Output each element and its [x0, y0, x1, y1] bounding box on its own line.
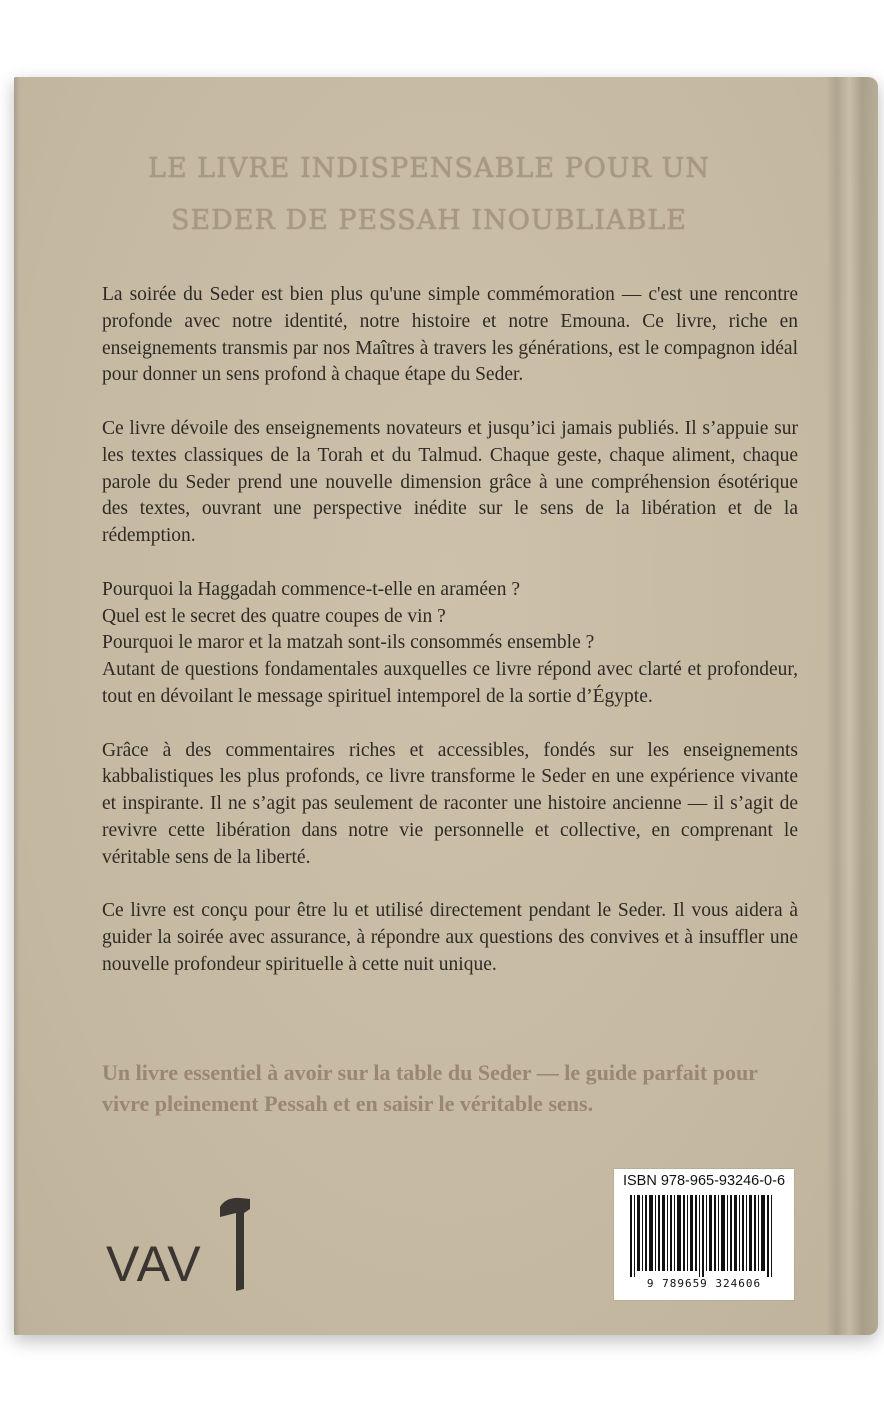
barcode-bars	[624, 1195, 784, 1277]
cover-title	[74, 143, 784, 247]
paragraph-usage: Ce livre est conçu pour être lu et utilisé directement pendant le Seder. Il vous aidera à guider la soirée avec assurance, à répondre aux questions des convives et à insuffler une nouvelle profondeur spirituelle à cette nuit unique.	[102, 900, 798, 975]
publisher-logo	[106, 1187, 266, 1297]
title-line-1: LE LIVRE INDISPENSABLE POUR UN	[148, 153, 710, 184]
spine-edge	[826, 77, 878, 1335]
book-back-cover	[14, 77, 878, 1335]
question-1: Pourquoi la Haggadah commence-t-elle en araméen ?	[102, 578, 520, 600]
barcode-digits: 9 789659 324606	[646, 1277, 762, 1290]
paragraph-answers: Autant de questions fondamentales auxquelles ce livre répond avec clarté et profondeur, tout en dévoilant le message spirituel intemporel de la sortie d’Égypte.	[102, 659, 798, 707]
question-3: Pourquoi le maror et la matzah sont-ils consommés ensemble ?	[102, 632, 595, 654]
publisher-name: VAV	[106, 1236, 202, 1292]
paragraph-commentary: Grâce à des commentaires riches et accessibles, fondés sur les enseignements kabbalistiques les plus profonds, ce livre transforme le Seder en une expérience vivante et inspirante. Il ne s’agit pas seulement de raconter une histoire ancienne — il s’agit de revivre cette libération dans notre vie personnelle et collective, en comprenant le véritable sens de la liberté.	[102, 739, 798, 868]
title-line-2: SEDER DE PESSAH INOUBLIABLE	[170, 205, 688, 236]
isbn-label: ISBN 978-965-93246-0-6	[622, 1173, 786, 1189]
cover-left-edge	[14, 77, 20, 1335]
paragraph-intro: La soirée du Seder est bien plus qu'une simple commémoration — c'est une rencontre profonde avec notre identité, notre histoire et notre Emouna. Ce livre, riche en enseignements transmis par nos Maîtres à travers les générations, est le compagnon idéal pour donner un sens profond à chaque étape du Seder.	[102, 284, 798, 386]
blurb-body	[102, 282, 798, 979]
question-2: Quel est le secret des quatre coupes de vin ?	[102, 605, 446, 627]
hebrew-vav-glyph-icon	[216, 1193, 256, 1293]
paragraph-novelty: Ce livre dévoile des enseignements novateurs et jusqu’ici jamais publiés. Il s’appuie sur les textes classiques de la Torah et du Talmud. Chaque geste, chaque aliment, chaque parole du Seder prend une nouvelle dimension grâce à une compréhension ésotérique des textes, ouvrant une perspective inédite sur le sens de la libération et de la rédemption.	[102, 417, 798, 547]
closing-tagline: Un livre essentiel à avoir sur la table du Seder — le guide parfait pour vivre pleinement Pessah et en saisir le véritable sens.	[102, 1060, 758, 1116]
questions-block	[102, 577, 798, 657]
isbn-barcode	[614, 1169, 794, 1300]
